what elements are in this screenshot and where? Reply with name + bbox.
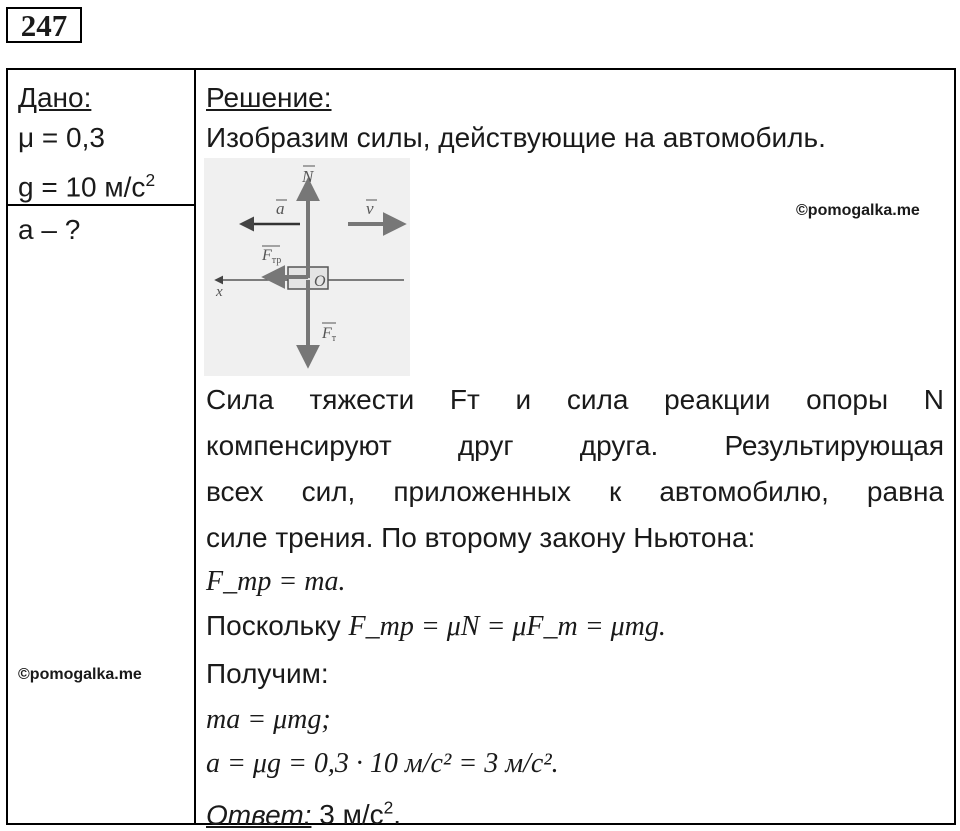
label-a: a — [276, 199, 285, 218]
given-g: g = 10 $м/с^2$ — [18, 170, 156, 203]
given-heading: Дано: — [18, 82, 92, 113]
answer-value: 3 $м/с^2$. — [319, 798, 402, 831]
watermark-top: ©pomogalka.me — [796, 202, 920, 219]
label-N: N — [302, 167, 314, 186]
equation-1: F_тр = ma. — [206, 566, 346, 597]
label-v: v — [366, 199, 374, 218]
equation-4: a = μg = 0,3 · 10 м/с² = 3 м/с². — [206, 748, 559, 779]
force-diagram — [204, 158, 410, 376]
paragraph-line-2: компенсируют друг друга. Результирующая — [206, 430, 944, 461]
given-mu: μ = 0,3 — [18, 122, 105, 153]
solution-table — [6, 68, 956, 831]
equation-2: F_тр = μN = μF_т = μmg. — [348, 611, 666, 642]
label-x: x — [216, 284, 223, 300]
solution-heading: Решение: — [206, 82, 332, 113]
since-word: Поскольку — [206, 610, 341, 641]
solution-intro: Изобразим силы, действующие на автомобиль. — [206, 122, 826, 153]
equation-3: ma = μmg; — [206, 704, 331, 735]
label-Ft: Fт — [322, 325, 337, 344]
column-divider — [194, 70, 196, 823]
answer-line — [206, 792, 401, 831]
find-a: a – ? — [18, 214, 81, 245]
watermark-bottom: ©pomogalka.me — [18, 666, 142, 683]
given-divider — [8, 204, 194, 206]
problem-number: 247 — [6, 7, 82, 43]
paragraph-line-4: силе трения. По второму закону Ньютона: — [206, 522, 756, 553]
get-word: Получим: — [206, 658, 329, 689]
paragraph-line-3: всех сил, приложенных к автомобилю, равна — [206, 476, 944, 507]
label-O: O — [314, 273, 326, 290]
answer-label: Ответ: — [206, 799, 312, 831]
paragraph-line-1: Сила тяжести Fт и сила реакции опоры N — [206, 384, 944, 415]
label-Ftr: Fтр — [262, 247, 282, 266]
equation-2-line — [206, 610, 666, 643]
